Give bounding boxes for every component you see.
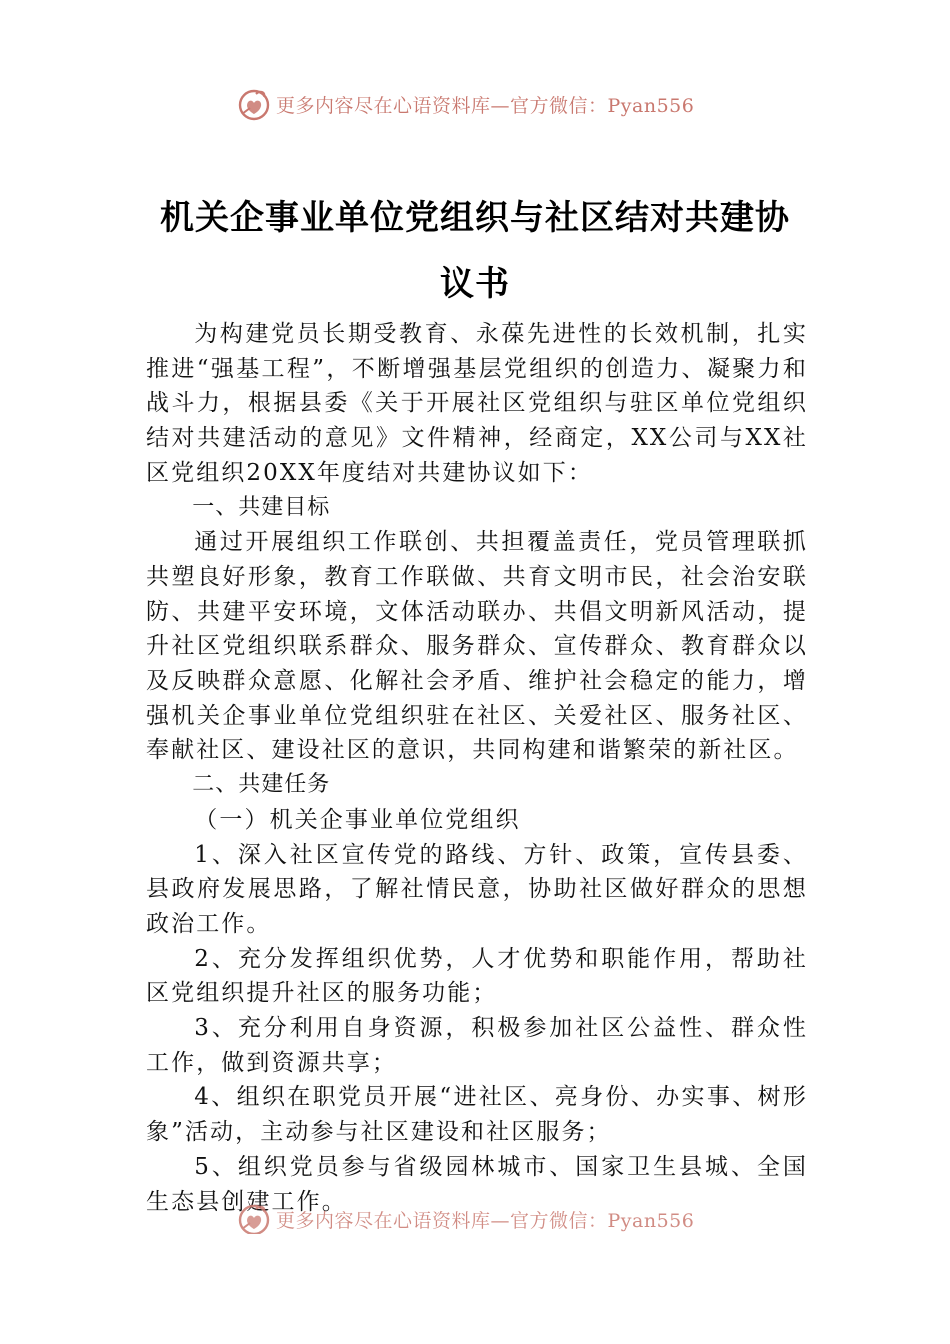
document-title-line-2: 议书 xyxy=(440,264,510,304)
watermark-text: 更多内容尽在心语资料库—官方微信：Pyan556 xyxy=(276,1209,695,1232)
document-body xyxy=(146,317,808,1219)
watermark-text: 更多内容尽在心语资料库—官方微信：Pyan556 xyxy=(276,94,695,117)
document-title-line-1: 机关企事业单位党组织与社区结对共建协 xyxy=(160,198,790,238)
list-item-task-2: 2、充分发挥组织优势，人才优势和职能作用，帮助社区党组织提升社区的服务功能； xyxy=(146,945,808,1007)
watermark-header xyxy=(236,86,694,122)
watermark-footer xyxy=(236,1204,694,1234)
subsection-heading-units: （一）机关企事业单位党组织 xyxy=(194,806,521,833)
paragraph-intro: 为构建党员长期受教育、永葆先进性的长效机制，扎实推进“强基工程”，不断增强基层党组织的创造力、凝聚力和战斗力，根据县委《关于开展社区党组织与驻区单位党组织结对共建活动的意见》文件精神，经商定，XX公司与XX社区党组织20XX年度结对共建协议如下： xyxy=(146,321,808,486)
heart-flame-logo-icon xyxy=(236,86,272,122)
list-item-task-3: 3、充分利用自身资源，积极参加社区公益性、群众性工作，做到资源共享； xyxy=(146,1015,808,1076)
heart-flame-logo-icon xyxy=(236,1204,272,1234)
list-item-task-4: 4、组织在职党员开展“进社区、亮身份、办实事、树形象”活动，主动参与社区建设和社区服务； xyxy=(146,1084,808,1146)
section-heading-tasks: 二、共建任务 xyxy=(192,772,331,798)
list-item-task-1: 1、深入社区宣传党的路线、方针、政策，宣传县委、县政府发展思路，了解社情民意，协助社区做好群众的思想政治工作。 xyxy=(146,841,808,937)
paragraph-goals: 通过开展组织工作联创、共担覆盖责任，党员管理联抓共塑良好形象，教育工作联做、共育文明市民，社会治安联防、共建平安环境，文体活动联办、共倡文明新风活动，提升社区党组织联系群众、服务群众、宣传群众、教育群众以及反映群众意愿、化解社会矛盾、维护社会稳定的能力，增强机关企事业单位党组织驻在社区、关爱社区、服务社区、奉献社区、建设社区的意识，共同构建和谐繁荣的新社区。 xyxy=(146,529,808,764)
section-heading-goals: 一、共建目标 xyxy=(192,494,331,520)
list-item-task-5: 5、组织党员参与省级园林城市、国家卫生县城、全国生态县创建工作。 xyxy=(146,1153,808,1215)
